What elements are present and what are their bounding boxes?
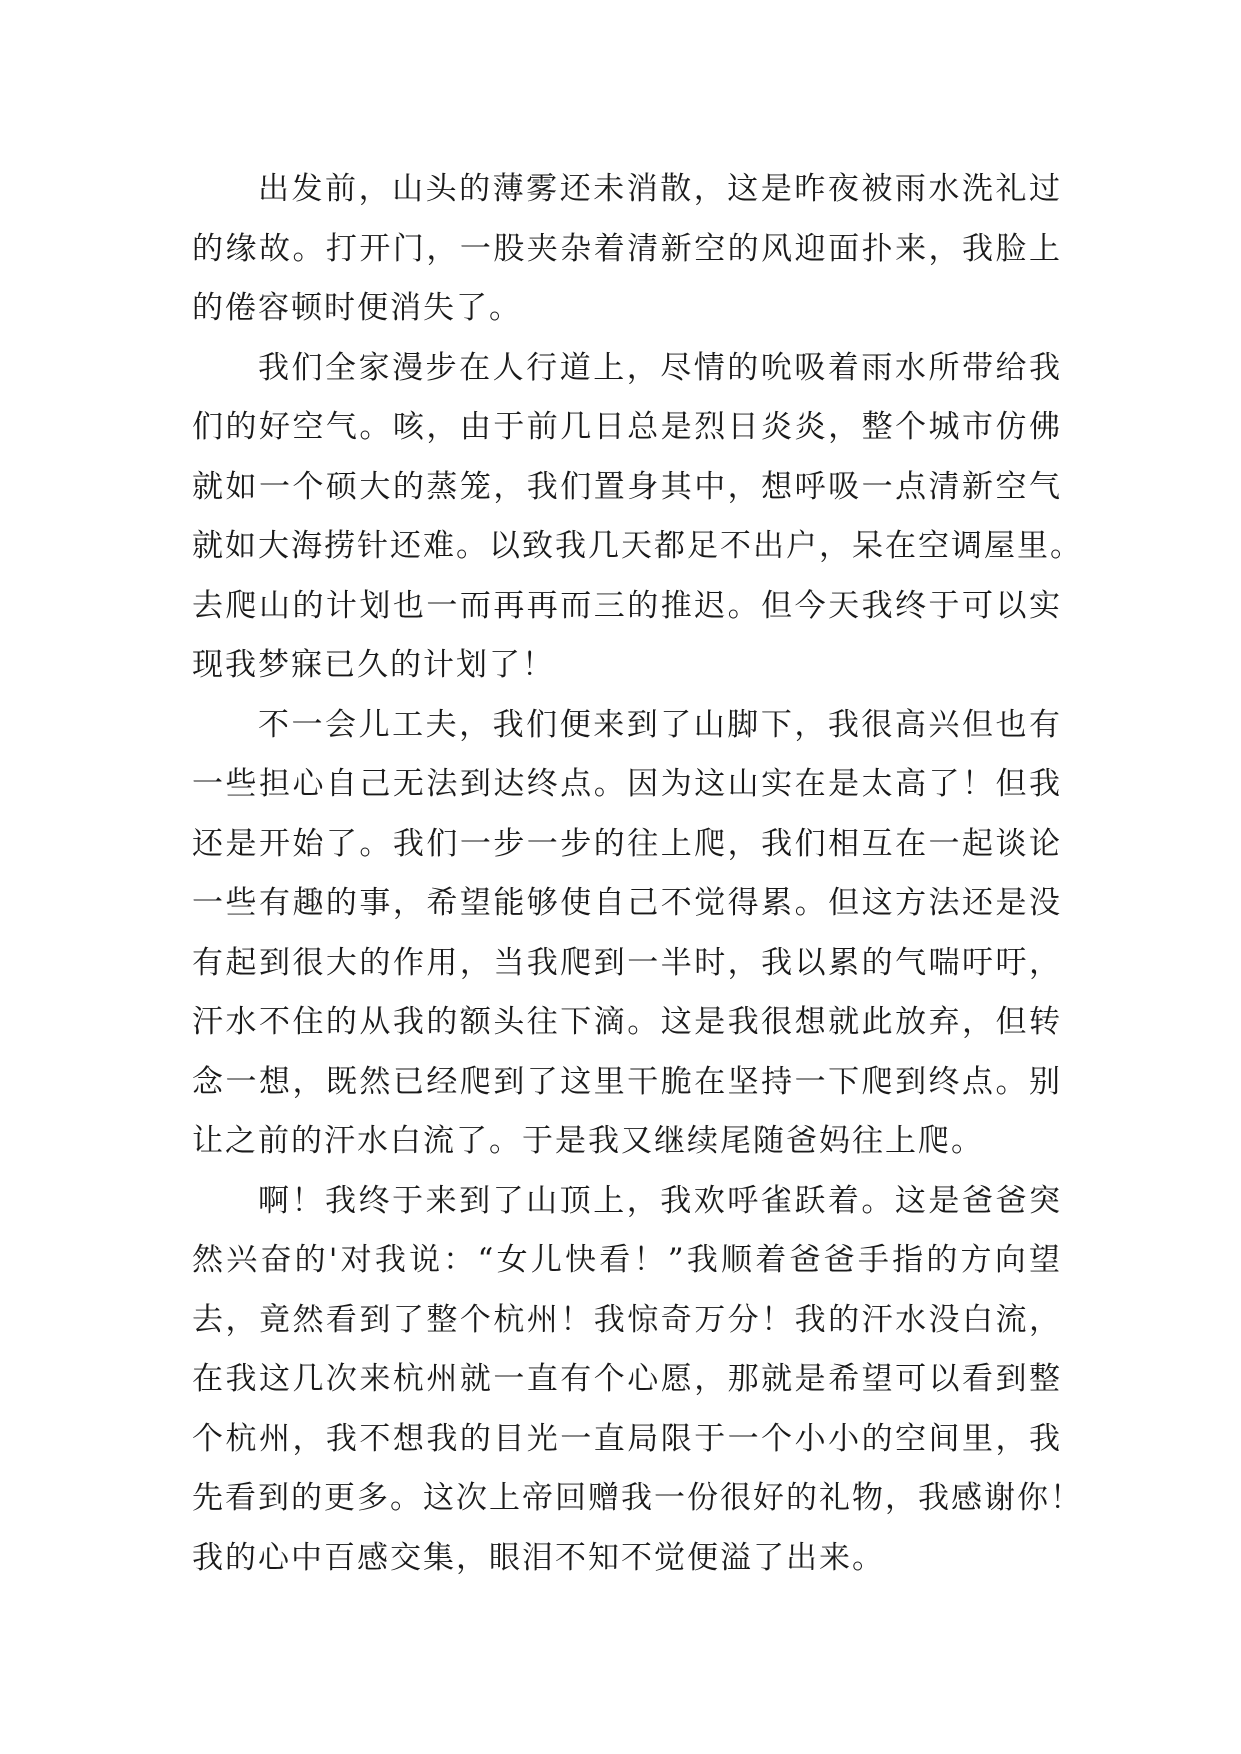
paragraph-1 [192,160,1062,339]
text-line: 然兴奋的'对我说：“女儿快看！”我顺着爸爸手指的方向望 [192,1242,1062,1278]
text-line: 一些担心自己无法到达终点。因为这山实在是太高了！但我 [192,766,1062,802]
text-line: 的倦容顿时便消失了。 [192,290,522,326]
paragraph-4 [192,1172,1083,1589]
text-line: 让之前的汗水白流了。于是我又继续尾随爸妈往上爬。 [192,1123,984,1159]
text-line: 去爬山的计划也一而再再而三的推迟。但今天我终于可以实 [192,587,1062,624]
text-line: 出发前，山头的薄雾还未消散，这是昨夜被雨水洗礼过 [258,171,1062,207]
text-line: 啊！我终于来到了山顶上，我欢呼雀跃着。这是爸爸突 [258,1182,1062,1219]
text-line: 我们全家漫步在人行道上，尽情的吮吸着雨水所带给我 [258,349,1062,386]
text-line: 不一会儿工夫，我们便来到了山脚下，我很高兴但也有 [258,706,1062,743]
text-line: 念一想，既然已经爬到了这里干脆在坚持一下爬到终点。别 [192,1063,1062,1100]
text-line: 还是开始了。我们一步一步的往上爬，我们相互在一起谈论 [192,825,1062,862]
text-line: 去，竟然看到了整个杭州！我惊奇万分！我的汗水没白流， [192,1301,1062,1338]
text-line: 的缘故。打开门，一股夹杂着清新空的风迎面扑来，我脸上 [192,230,1062,267]
text-line: 我的心中百感交集，眼泪不知不觉便溢了出来。 [192,1539,885,1576]
paragraph-3 [192,696,1062,1172]
text-line: 先看到的更多。这次上帝回赠我一份很好的礼物，我感谢你！ [192,1480,1083,1516]
text-line: 们的好空气。咳，由于前几日总是烈日炎炎，整个城市仿佛 [192,409,1062,445]
text-line: 一些有趣的事，希望能够使自己不觉得累。但这方法还是没 [192,885,1062,921]
text-line: 有起到很大的作用，当我爬到一半时，我以累的气喘吁吁， [192,944,1062,981]
text-line: 个杭州，我不想我的目光一直局限于一个小小的空间里，我 [192,1420,1062,1457]
essay-body [192,160,1083,1588]
text-line: 汗水不住的从我的额头往下滴。这是我很想就此放弃，但转 [192,1004,1062,1040]
paragraph-2 [192,339,1083,696]
text-line: 现我梦寐已久的计划了！ [192,647,555,683]
text-line: 就如大海捞针还难。以致我几天都足不出户，呆在空调屋里。 [192,528,1083,564]
text-line: 就如一个硕大的蒸笼，我们置身其中，想呼吸一点清新空气 [192,468,1062,505]
text-line: 在我这几次来杭州就一直有个心愿，那就是希望可以看到整 [192,1361,1062,1397]
